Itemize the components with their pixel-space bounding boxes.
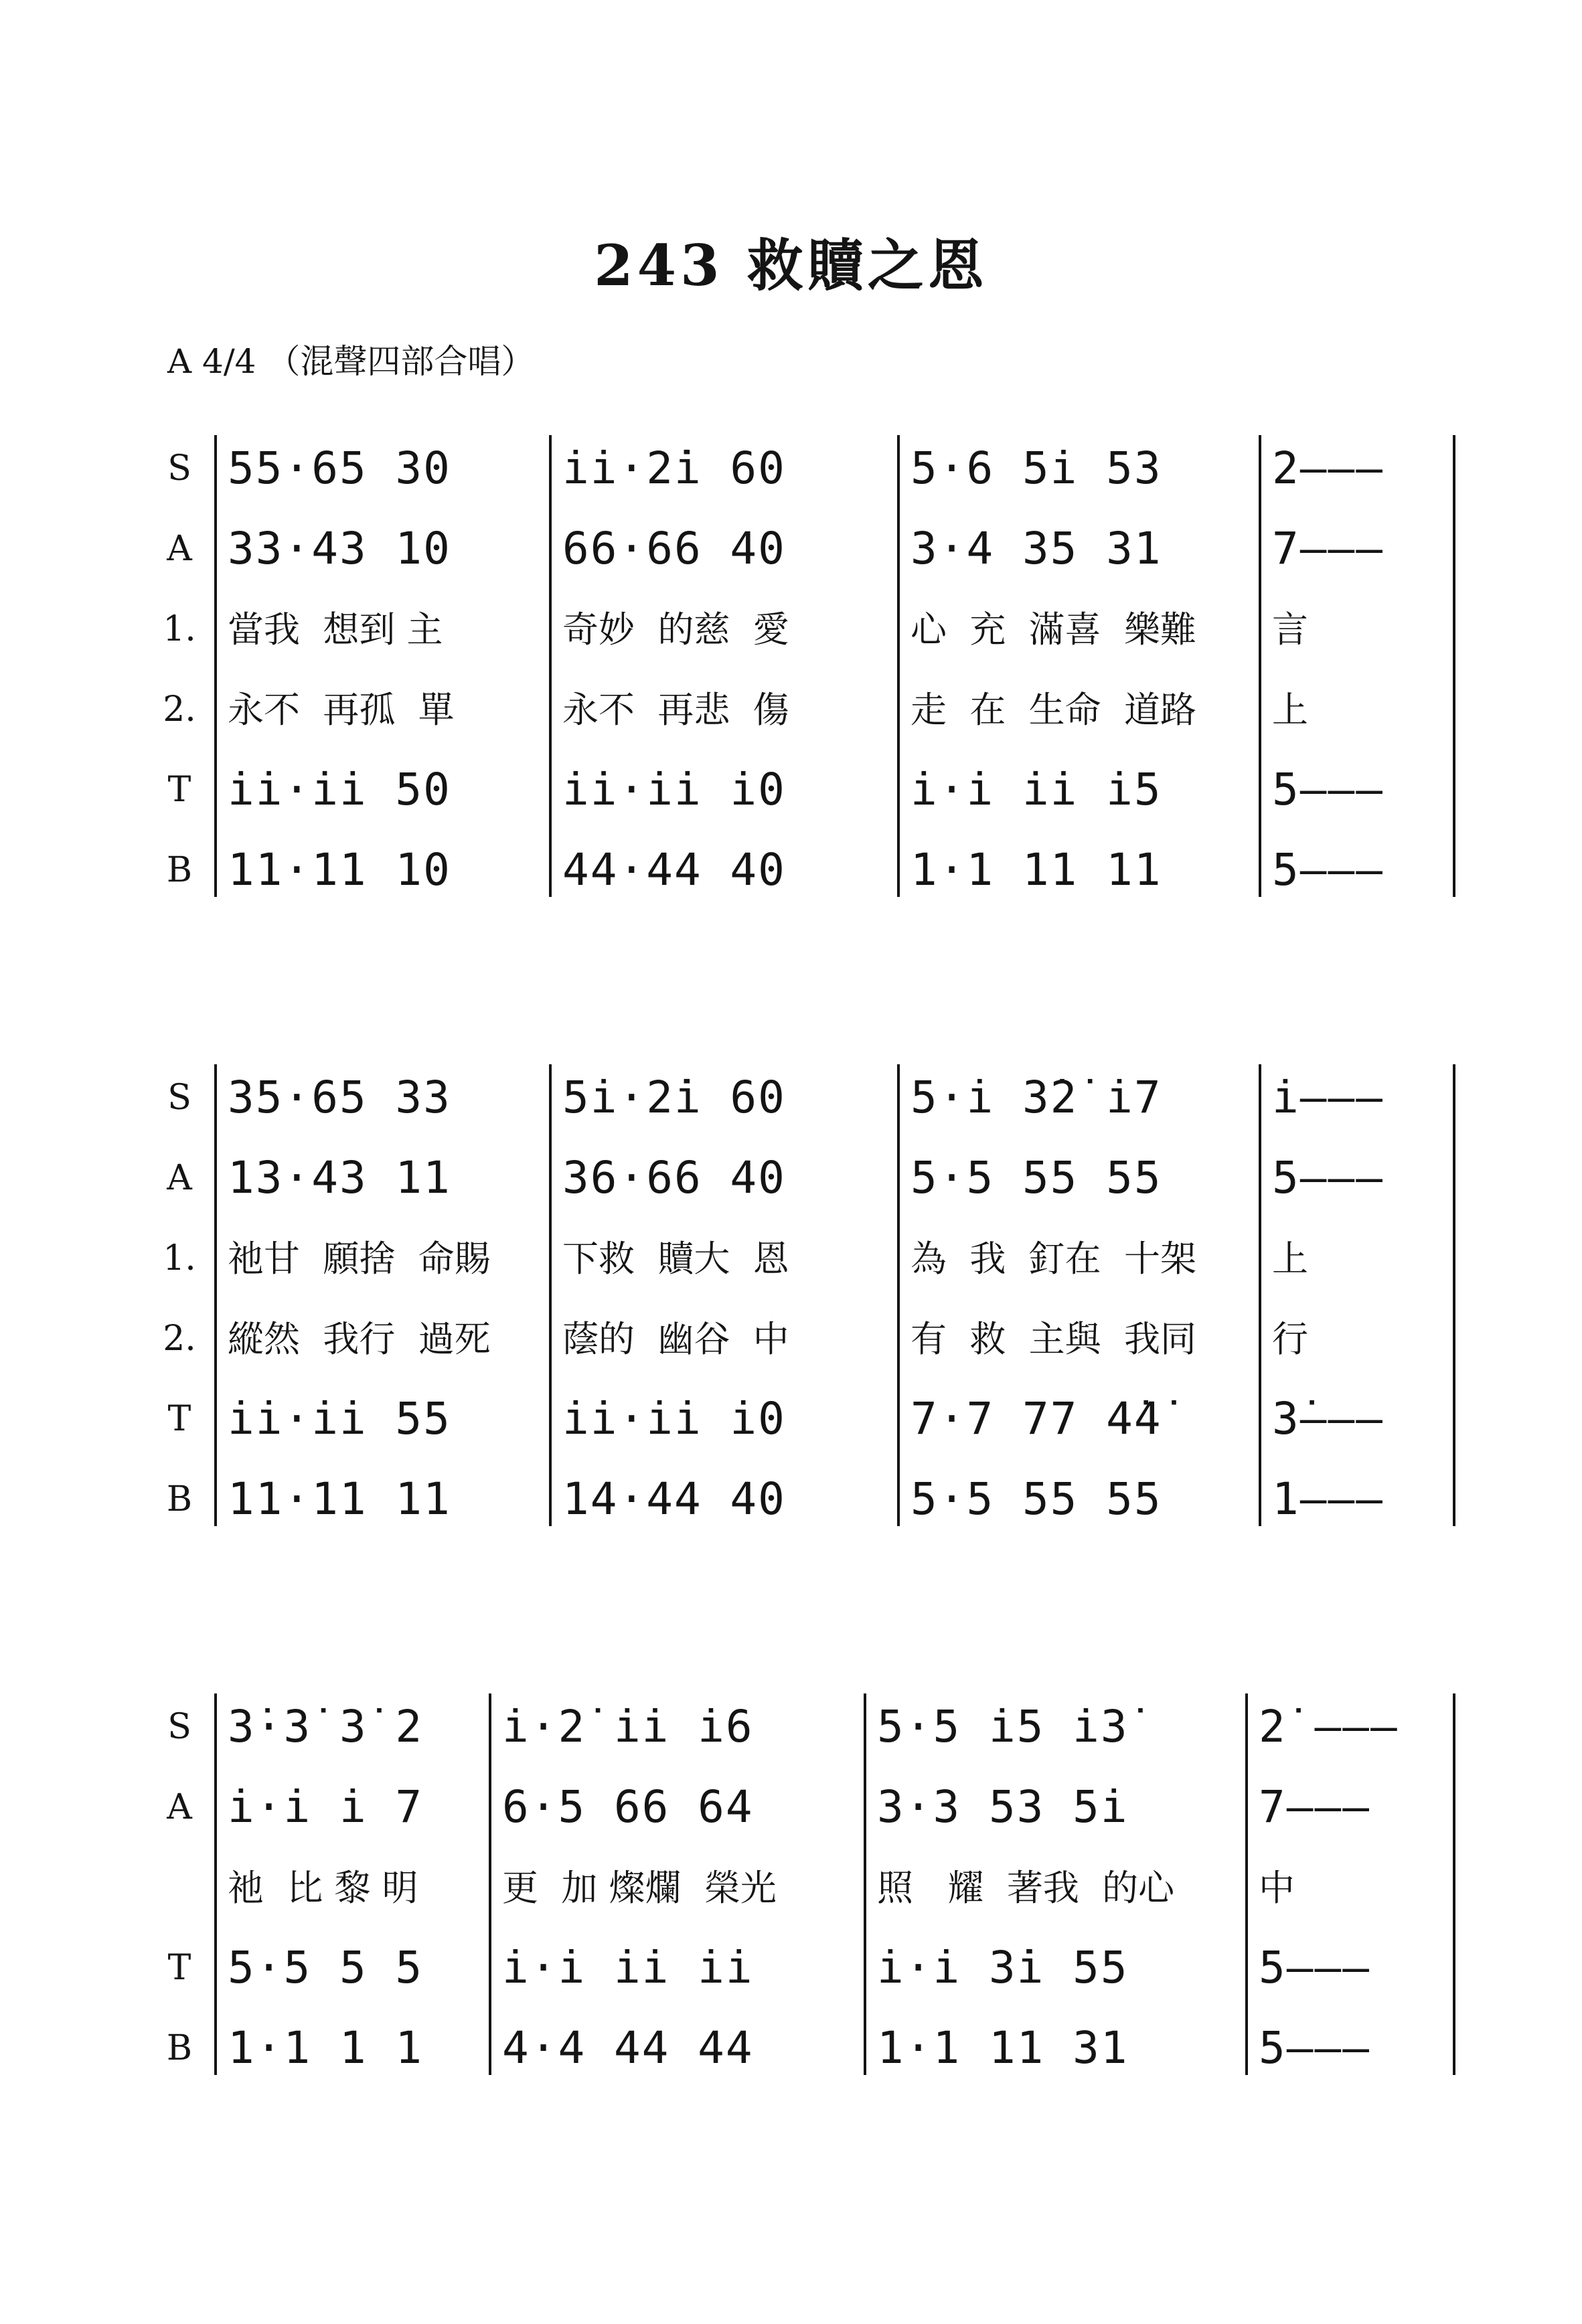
voice-label: S (167, 1078, 191, 1118)
voice-row (0, 1473, 1582, 1526)
lyric-text: 更 加 燦爛 榮光 (502, 1867, 777, 1909)
voice-row (0, 763, 1582, 817)
lyric-row (0, 1312, 1582, 1365)
measure-notes: i̇i̇·i̇i̇ i̇0 (562, 1393, 786, 1444)
voice-label: B (166, 2028, 193, 2068)
barline (214, 1064, 217, 1526)
measure-notes: 33·43 10 (228, 523, 451, 574)
measure-notes: i̇i̇·i̇i̇ i̇0 (562, 764, 786, 815)
verse-number: 2. (163, 689, 196, 730)
measure-notes: i̇·2̇ i̇i̇ i̇6 (502, 1701, 754, 1752)
verse-number: 1. (163, 609, 196, 649)
lyric-text: 行 (1272, 1318, 1308, 1360)
voice-row (0, 1151, 1582, 1205)
measure-notes: i̇·i̇ i̇i̇ i̇i̇ (502, 1942, 754, 1993)
barline (549, 435, 552, 897)
verse-number: 1. (163, 1238, 196, 1278)
measure-notes: i̇·i̇ 3̇i̇ 55 (877, 1942, 1129, 1993)
measure-notes: i̇·i̇ i̇i̇ i̇5 (911, 764, 1162, 815)
measure-notes: 5·5 i̇5 i̇3̇ (877, 1701, 1129, 1752)
measure-notes: 6·5 66 64 (502, 1781, 754, 1833)
voice-label: A (167, 1158, 192, 1198)
measure-notes: 5·5 55 55 (911, 1152, 1162, 1204)
measure-notes: 7——— (1272, 523, 1384, 574)
measure-notes: 11·11 11 (228, 1473, 451, 1525)
lyric-text: 心 充 滿喜 樂難 (911, 608, 1196, 651)
barline (549, 1064, 552, 1526)
voice-row (0, 1780, 1582, 1834)
lyric-text: 祂 比 黎 明 (228, 1867, 418, 1909)
barline (489, 1693, 491, 2075)
lyric-row (0, 1861, 1582, 1914)
measure-notes: 13·43 11 (228, 1152, 451, 1204)
barline (1259, 1064, 1261, 1526)
lyric-row (0, 1232, 1582, 1285)
measure-notes: 3·3 53 5i̇ (877, 1781, 1129, 1833)
barline (214, 1693, 217, 2075)
lyric-text: 祂甘 願捨 命賜 (228, 1238, 491, 1280)
voice-label: S (167, 448, 191, 489)
measure-notes: 3·4 35 31 (911, 523, 1162, 574)
voice-row (0, 1071, 1582, 1125)
lyric-row (0, 602, 1582, 656)
barline (1245, 1693, 1248, 2075)
lyric-text: 走 在 生命 道路 (911, 689, 1196, 731)
lyric-text: 下救 贖大 恩 (562, 1238, 789, 1280)
voice-label: S (167, 1707, 191, 1747)
lyric-row (0, 683, 1582, 736)
voice-label: A (167, 1787, 192, 1827)
voice-row (0, 442, 1582, 495)
measure-notes: 66·66 40 (562, 523, 786, 574)
measure-notes: 11·11 10 (228, 844, 451, 896)
barline (1453, 435, 1455, 897)
voice-row (0, 843, 1582, 897)
measure-notes: 7——— (1259, 1781, 1370, 1833)
measure-notes: 5——— (1272, 1152, 1384, 1204)
measure-notes: 5·i̇ 3̇2̇ i̇7 (911, 1072, 1162, 1123)
measure-notes: 55·65 30 (228, 442, 451, 494)
page-title: 243 救贖之恩 (594, 232, 988, 299)
voice-row (0, 1700, 1582, 1754)
measure-notes: 2̇ ——— (1259, 1701, 1399, 1752)
measure-notes: i̇i̇·i̇i̇ 55 (228, 1393, 451, 1444)
measure-notes: i̇——— (1272, 1072, 1384, 1123)
measure-notes: 5——— (1272, 764, 1384, 815)
voice-label: B (166, 1479, 193, 1519)
voice-row (0, 1392, 1582, 1446)
lyric-text: 為 我 釘在 十架 (911, 1238, 1196, 1280)
measure-notes: 5·5 55 55 (911, 1473, 1162, 1525)
measure-notes: 3̇·3̇ 3̇ 2 (228, 1701, 424, 1752)
measure-notes: 14·44 40 (562, 1473, 786, 1525)
barline (1453, 1064, 1455, 1526)
lyric-text: 永不 再孤 單 (228, 689, 455, 731)
measure-notes: i̇i̇·i̇i̇ 50 (228, 764, 451, 815)
lyric-text: 縱然 我行 過死 (228, 1318, 491, 1360)
voice-row (0, 522, 1582, 576)
barline (897, 435, 900, 897)
measure-notes: 7·7 77 4̇4̇ (911, 1393, 1162, 1444)
measure-notes: 1·1 11 11 (911, 844, 1162, 896)
measure-notes: 1·1 11 31 (877, 2022, 1129, 2074)
voice-row (0, 1941, 1582, 1995)
barline (864, 1693, 866, 2075)
measure-notes: 4·4 44 44 (502, 2022, 754, 2074)
barline (897, 1064, 900, 1526)
measure-notes: i̇·i̇ i̇ 7 (228, 1781, 424, 1833)
key-signature: A 4/4 （混聲四部合唱） (167, 342, 535, 381)
measure-notes: i̇i̇·2̇i̇ 60 (562, 442, 786, 494)
lyric-text: 言 (1272, 608, 1308, 651)
voice-label: T (167, 770, 191, 810)
lyric-text: 蔭的 幽谷 中 (562, 1318, 789, 1360)
lyric-text: 有 救 主與 我同 (911, 1318, 1196, 1360)
barline (214, 435, 217, 897)
verse-number: 2. (163, 1319, 196, 1359)
voice-label: T (167, 1399, 191, 1439)
measure-notes: 3̇——— (1272, 1393, 1384, 1444)
lyric-text: 當我 想到 主 (228, 608, 443, 651)
lyric-text: 上 (1272, 1238, 1308, 1280)
barline (1259, 435, 1261, 897)
voice-label: T (167, 1948, 191, 1988)
measure-notes: 5——— (1259, 1942, 1370, 1993)
measure-notes: 5i̇·2̇i̇ 60 (562, 1072, 786, 1123)
measure-notes: 1——— (1272, 1473, 1384, 1525)
measure-notes: 5·5 5 5 (228, 1942, 424, 1993)
measure-notes: 35·65 33 (228, 1072, 451, 1123)
lyric-text: 照 耀 著我 的心 (877, 1867, 1175, 1909)
voice-row (0, 2021, 1582, 2075)
measure-notes: 5——— (1272, 844, 1384, 896)
lyric-text: 永不 再悲 傷 (562, 689, 789, 731)
measure-notes: 36·66 40 (562, 1152, 786, 1204)
voice-label: B (166, 850, 193, 890)
measure-notes: 1·1 1 1 (228, 2022, 424, 2074)
measure-notes: 5——— (1259, 2022, 1370, 2074)
barline (1453, 1693, 1455, 2075)
lyric-text: 奇妙 的慈 愛 (562, 608, 789, 651)
measure-notes: 5·6 5i̇ 53 (911, 442, 1162, 494)
lyric-text: 中 (1259, 1867, 1295, 1909)
measure-notes: 2——— (1272, 442, 1384, 494)
voice-label: A (167, 529, 192, 569)
lyric-text: 上 (1272, 689, 1308, 731)
measure-notes: 44·44 40 (562, 844, 786, 896)
